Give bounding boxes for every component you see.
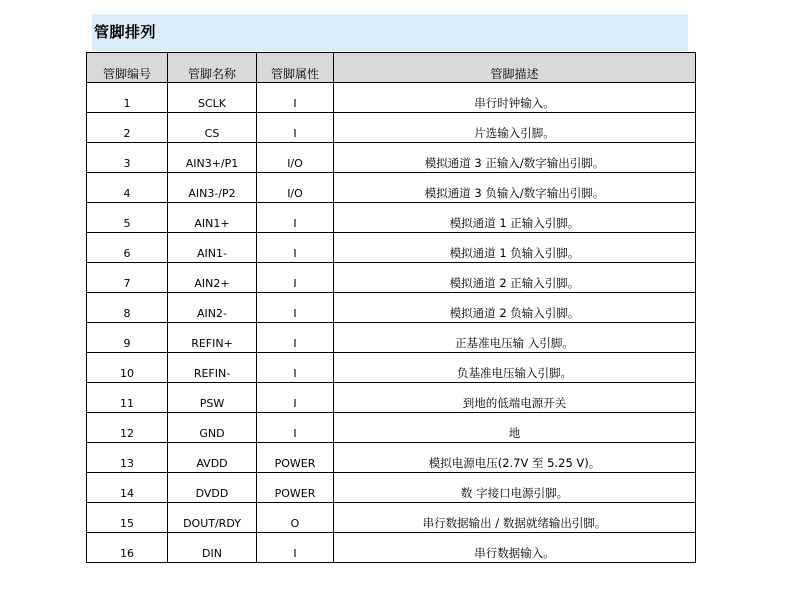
pin-number: 8 [87,293,168,323]
pin-attribute: I [257,233,334,263]
pin-name: AIN1- [168,233,257,263]
pin-name: REFIN+ [168,323,257,353]
pin-number: 2 [87,113,168,143]
pin-number: 4 [87,173,168,203]
pin-description: 正基准电压输 入引脚。 [334,323,696,353]
pin-number: 7 [87,263,168,293]
table-row [87,353,696,383]
pin-description: 串行数据输出 / 数据就绪输出引脚。 [334,503,696,533]
pin-description: 模拟通道 1 正输入引脚。 [334,203,696,233]
pin-name: GND [168,413,257,443]
pin-number: 3 [87,143,168,173]
pin-name: AIN3+/P1 [168,143,257,173]
pin-description: 到地的低端电源开关 [334,383,696,413]
pin-number: 14 [87,473,168,503]
table-row [87,293,696,323]
pin-name: DOUT/RDY [168,503,257,533]
pin-attribute: I/O [257,173,334,203]
pin-attribute: I/O [257,143,334,173]
pin-name: CS [168,113,257,143]
table-row [87,473,696,503]
pin-number: 11 [87,383,168,413]
pin-name: AIN1+ [168,203,257,233]
pin-attribute: POWER [257,473,334,503]
table-row [87,323,696,353]
pin-attribute: I [257,293,334,323]
pin-description: 地 [334,413,696,443]
header-pin-name: 管脚名称 [168,53,257,83]
table-row [87,413,696,443]
pin-attribute: I [257,383,334,413]
pin-name: SCLK [168,83,257,113]
pin-description: 模拟通道 2 正输入引脚。 [334,263,696,293]
pin-name: DIN [168,533,257,563]
pin-attribute: O [257,503,334,533]
table-row [87,83,696,113]
pin-name: PSW [168,383,257,413]
pin-name: AIN2+ [168,263,257,293]
table-row [87,503,696,533]
pin-description: 片选输入引脚。 [334,113,696,143]
table-row [87,233,696,263]
pin-description: 串行时钟输入。 [334,83,696,113]
pin-number: 13 [87,443,168,473]
pin-description: 串行数据输入。 [334,533,696,563]
pin-name: DVDD [168,473,257,503]
pin-number: 12 [87,413,168,443]
pin-table [86,52,696,563]
table-row [87,113,696,143]
table-header-row [87,53,696,83]
pin-name: AIN2- [168,293,257,323]
pin-number: 1 [87,83,168,113]
pin-attribute: I [257,413,334,443]
pin-attribute: I [257,323,334,353]
pin-attribute: POWER [257,443,334,473]
table-body [87,83,696,563]
header-pin-attribute: 管脚属性 [257,53,334,83]
pin-description: 模拟通道 2 负输入引脚。 [334,293,696,323]
pin-number: 9 [87,323,168,353]
pin-number: 6 [87,233,168,263]
pin-description: 模拟通道 1 负输入引脚。 [334,233,696,263]
table-row [87,173,696,203]
pin-attribute: I [257,203,334,233]
table-row [87,203,696,233]
pin-name: AIN3-/P2 [168,173,257,203]
pin-attribute: I [257,353,334,383]
pin-attribute: I [257,83,334,113]
pin-attribute: I [257,263,334,293]
pin-attribute: I [257,533,334,563]
pin-number: 10 [87,353,168,383]
table-row [87,443,696,473]
table-row [87,383,696,413]
table-row [87,533,696,563]
pin-description: 模拟通道 3 正输入/数字输出引脚。 [334,143,696,173]
pin-description: 负基准电压输入引脚。 [334,353,696,383]
pin-description: 数 字接口电源引脚。 [334,473,696,503]
pin-attribute: I [257,113,334,143]
pin-number: 16 [87,533,168,563]
pin-description: 模拟电源电压(2.7V 至 5.25 V)。 [334,443,696,473]
table-row [87,263,696,293]
pin-description: 模拟通道 3 负输入/数字输出引脚。 [334,173,696,203]
header-pin-description: 管脚描述 [334,53,696,83]
pin-name: AVDD [168,443,257,473]
pin-number: 15 [87,503,168,533]
pin-number: 5 [87,203,168,233]
table-row [87,143,696,173]
pin-name: REFIN- [168,353,257,383]
section-header [92,14,688,51]
section-title: 管脚排列 [94,23,157,41]
header-pin-number: 管脚编号 [87,53,168,83]
